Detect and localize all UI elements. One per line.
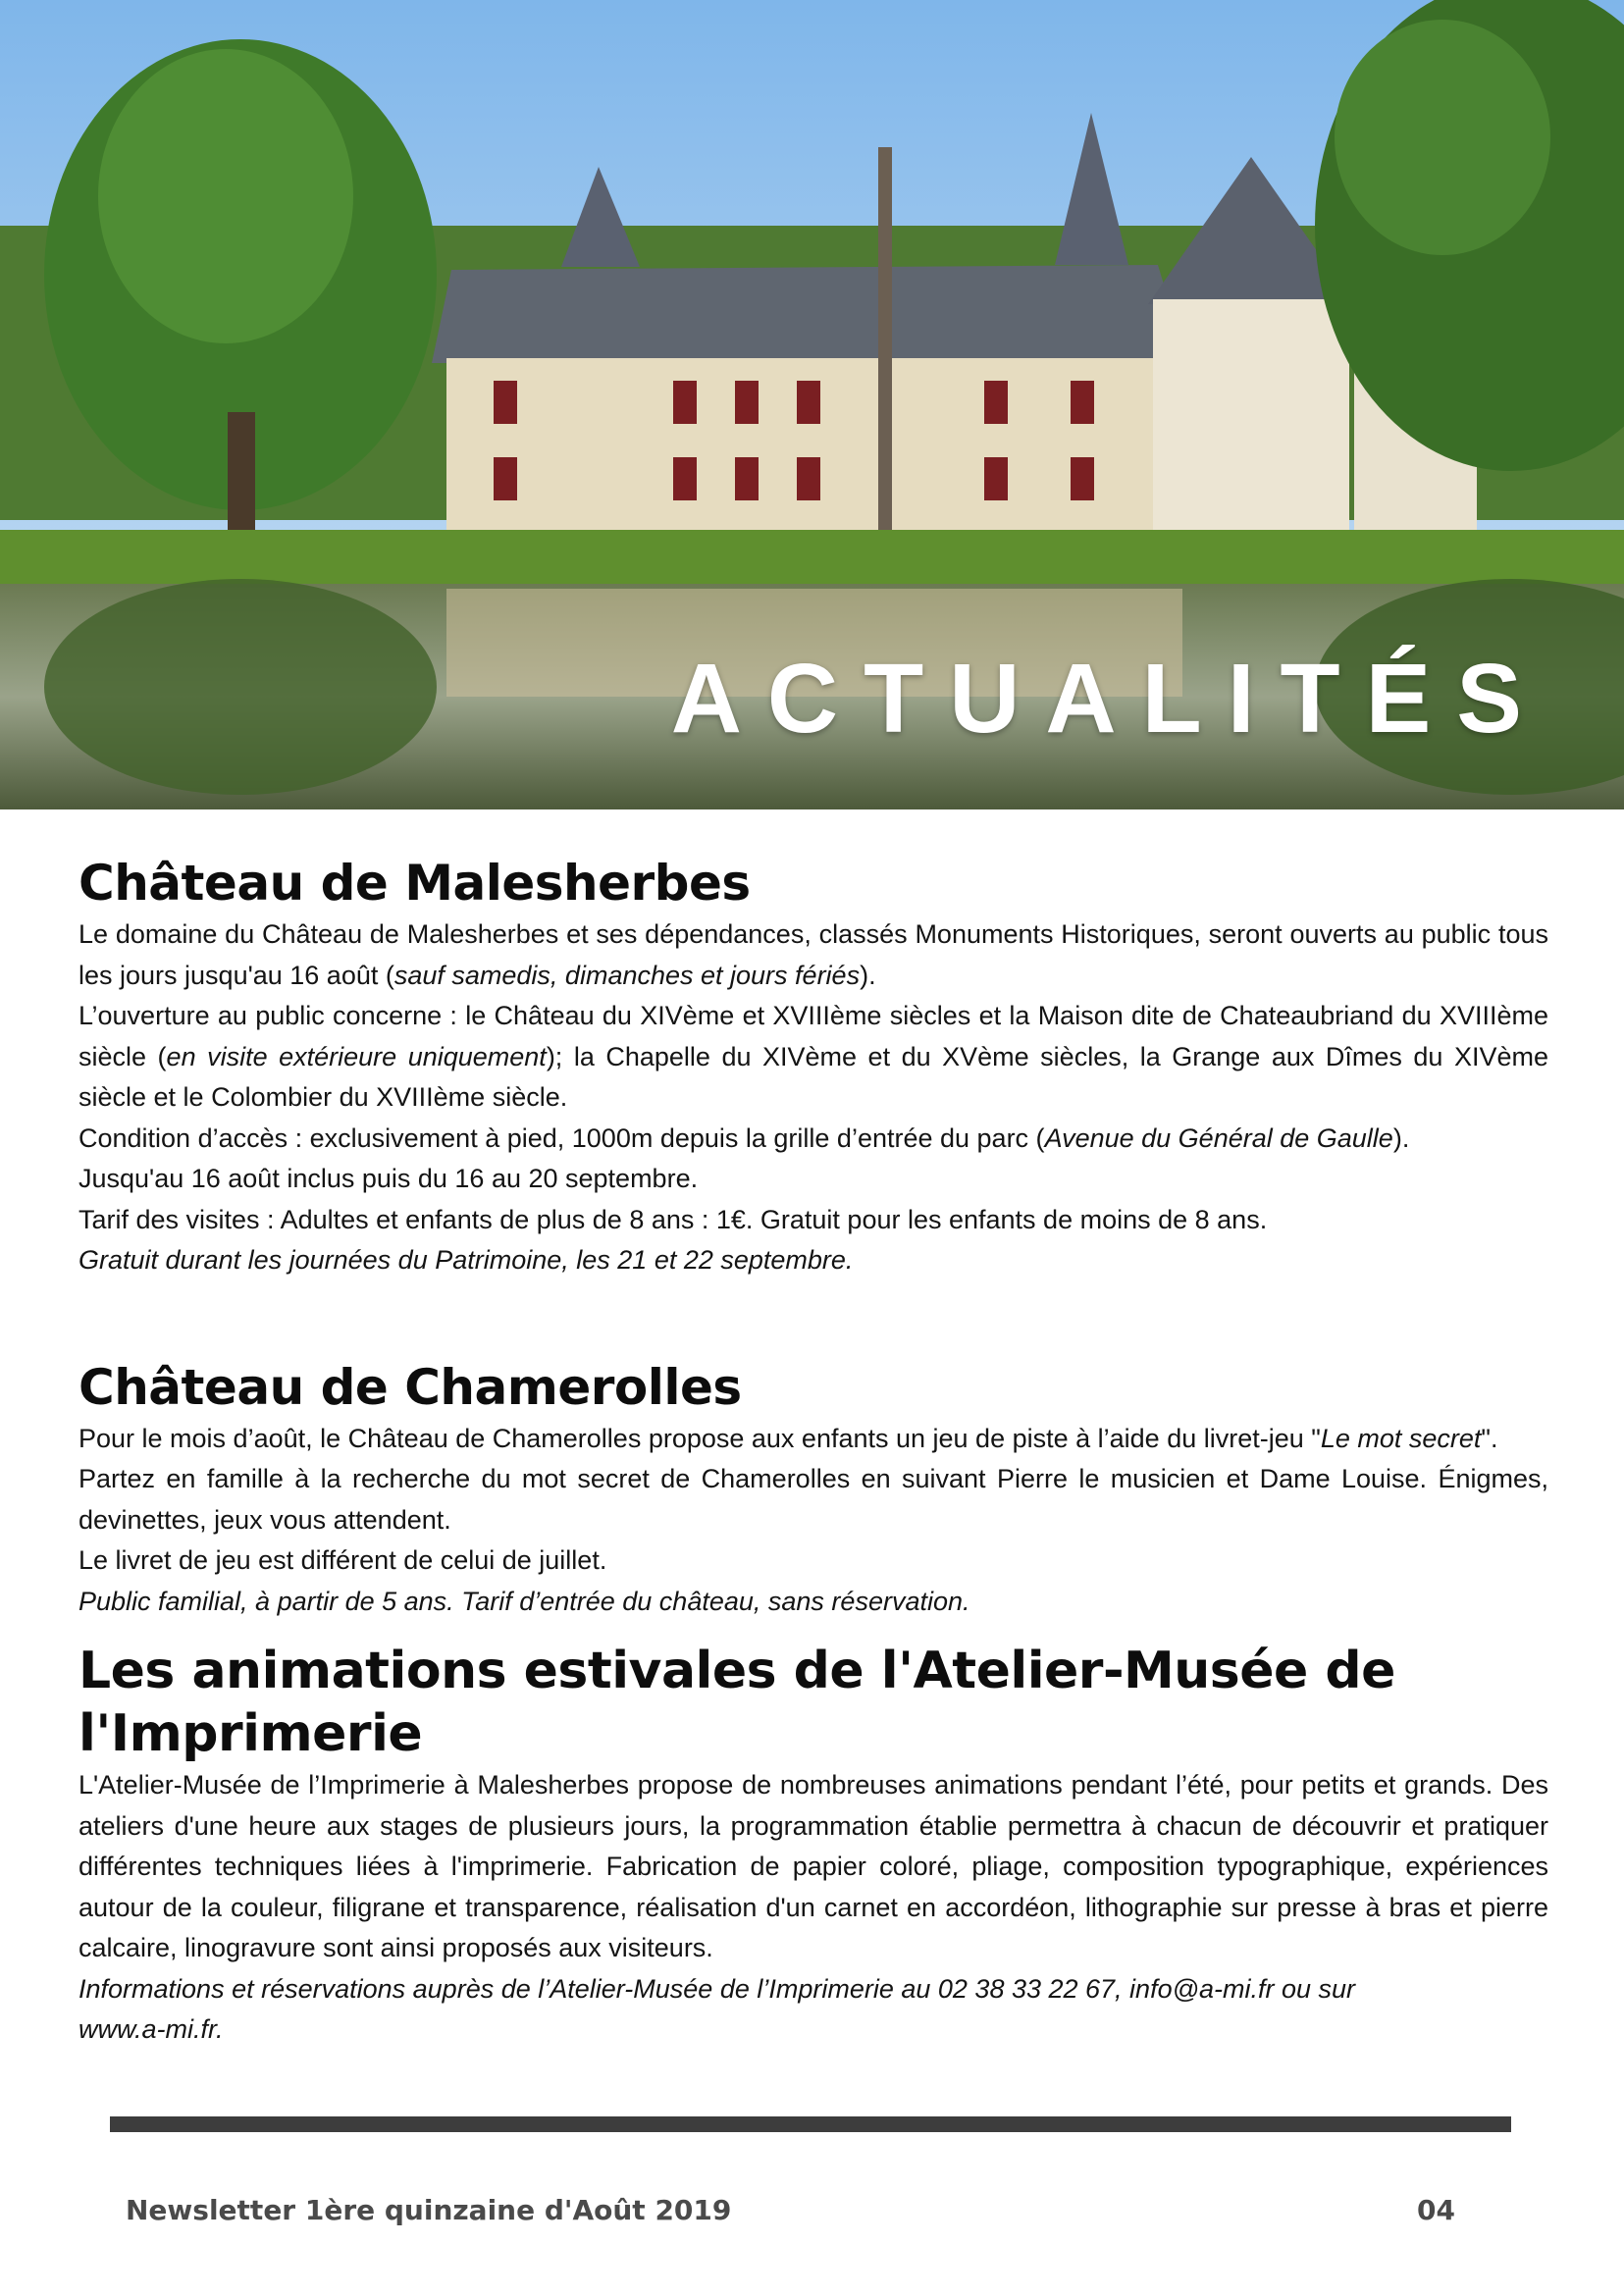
website-link[interactable]: www.a-mi.fr.	[79, 2014, 224, 2044]
paragraph: Le domaine du Château de Malesherbes et ses dépendances, classés Monuments Historiques, seront ouverts au public tous les jours jusqu'au 16 août (sauf samedis, dimanches et jours fériés).	[79, 919, 1548, 990]
section-chamerolles	[79, 1356, 1548, 1623]
section-heading: Château de Malesherbes	[79, 855, 751, 912]
paragraph: L'Atelier-Musée de l’Imprimerie à Malesherbes propose de nombreuses animations pendant l’été, pour petits et grands. Des ateliers d'une heure aux stages de plusieurs jours, la programmation établie permettra à chacun de découvrir et pratiquer différentes techniques liées à l'imprimerie. Fabrication de papier coloré, pliage, composition typographique, expériences autour de la couleur, filigrane et transparence, réalisation d'un carnet en accordéon, lithographie sur presse à bras et pierre calcaire, linogravure sont ainsi proposés aux visiteurs.	[79, 1770, 1548, 1962]
section-malesherbes	[79, 852, 1548, 1281]
paragraph: Partez en famille à la recherche du mot secret de Chamerolles en suivant Pierre le musicien et Dame Louise. Énigmes, devinettes, jeux vous attendent.	[79, 1464, 1548, 1535]
paragraph: Gratuit durant les journées du Patrimoine, les 21 et 22 septembre.	[79, 1245, 854, 1275]
paragraph: Public familial, à partir de 5 ans. Tarif d’entrée du château, sans réservation.	[79, 1586, 970, 1616]
section-heading: Les animations estivales de l'Atelier-Musée de l'Imprimerie	[79, 1642, 1395, 1763]
footer	[126, 2194, 1455, 2226]
section-atelier-musee	[79, 1640, 1548, 2051]
paragraph: Pour le mois d’août, le Château de Chamerolles propose aux enfants un jeu de piste à l’aide du livret-jeu "Le mot secret".	[79, 1423, 1498, 1453]
hero-title: ACTUALITÉS	[670, 644, 1547, 754]
article-content	[79, 852, 1548, 2051]
paragraph: Condition d’accès : exclusivement à pied, 1000m depuis la grille d’entrée du parc (Avenue du Général de Gaulle).	[79, 1122, 1410, 1153]
info-paragraph: Informations et réservations auprès de l’Atelier-Musée de l’Imprimerie au 02 38 33 22 67, info@a-mi.fr ou sur	[79, 1973, 1356, 2004]
paragraph: Jusqu'au 16 août inclus puis du 16 au 20 septembre.	[79, 1164, 699, 1193]
section-heading: Château de Chamerolles	[79, 1358, 742, 1416]
hero-photo	[0, 0, 1624, 809]
paragraph: Tarif des visites : Adultes et enfants de plus de 8 ans : 1€. Gratuit pour les enfants de moins de 8 ans.	[79, 1204, 1268, 1234]
page-number: 04	[1417, 2194, 1455, 2226]
paragraph: L’ouverture au public concerne : le Château du XIVème et XVIIIème siècles et la Maison dite de Chateaubriand du XVIIIème siècle (en visite extérieure uniquement); la Chapelle du XIVème et du XVème siècles, la Grange aux Dîmes du XIVème siècle et le Colombier du XVIIIème siècle.	[79, 1001, 1548, 1112]
footer-title: Newsletter 1ère quinzaine d'Août 2019	[126, 2194, 732, 2226]
paragraph: Le livret de jeu est différent de celui de juillet.	[79, 1545, 607, 1575]
divider	[110, 2116, 1511, 2132]
